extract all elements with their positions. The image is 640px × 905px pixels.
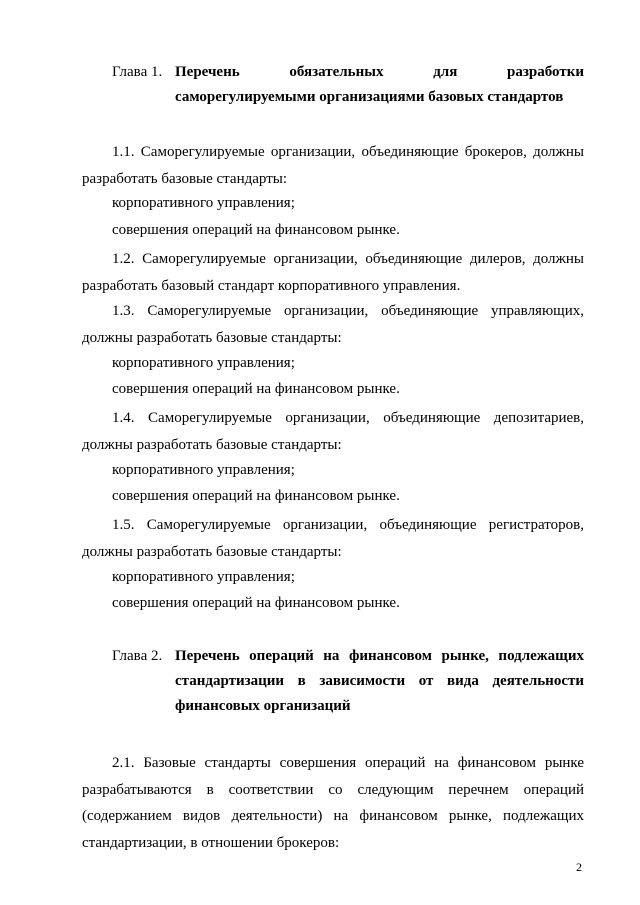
section-2-1: 2.1. Базовые стандарты совершения операций на финансовом рынке разрабатываются в соответствии со следующим перечнем операций (содержанием видов деятельности) на финансовом рынке, подлежащих стандартизации, в отношении брокеров: [82,755,584,851]
section-1-3-item-2: совершения операций на финансовом рынке. [112,381,400,397]
chapter-1-title-line-1: Перечень обязательных для разработки [175,64,584,80]
chapter-1-title-line-2: саморегулируемыми организациями базовых стандартов [175,89,564,105]
chapter-2-title-line-2: стандартизации в зависимости от вида деятельности [175,673,584,689]
chapter-2-label: Глава 2. [112,648,163,664]
chapter-2-heading [82,644,584,719]
chapter-2-title [175,644,584,719]
section-1-2: 1.2. Саморегулируемые организации, объединяющие дилеров, должны разработать базовый стандарт корпоративного управления. [82,251,584,294]
section-1-1-item-2: совершения операций на финансовом рынке. [112,222,400,238]
chapter-2-title-line-1: Перечень операций на финансовом рынке, подлежащих [175,648,584,664]
chapter-1-label: Глава 1. [112,64,163,80]
section-1-5: 1.5. Саморегулируемые организации, объединяющие регистраторов, должны разработать базовые стандарты: [82,517,584,560]
section-1-4-item-2: совершения операций на финансовом рынке. [112,488,400,504]
page-number: 2 [576,860,582,874]
section-1-5-item-2: совершения операций на финансовом рынке. [112,595,400,611]
section-1-4: 1.4. Саморегулируемые организации, объединяющие депозитариев, должны разработать базовые стандарты: [82,410,584,453]
section-1-3: 1.3. Саморегулируемые организации, объединяющие управляющих, должны разработать базовые стандарты: [82,303,584,346]
section-1-4-item-1: корпоративного управления; [112,462,295,478]
section-1-1: 1.1. Саморегулируемые организации, объединяющие брокеров, должны разработать базовые стандарты: [82,144,584,187]
chapter-2-title-line-3: финансовых организаций [175,698,351,714]
chapter-1-title [175,60,584,110]
section-1-1-item-1: корпоративного управления; [112,195,295,211]
section-1-5-item-1: корпоративного управления; [112,569,295,585]
section-1-3-item-1: корпоративного управления; [112,355,295,371]
chapter-1-heading [82,60,584,110]
